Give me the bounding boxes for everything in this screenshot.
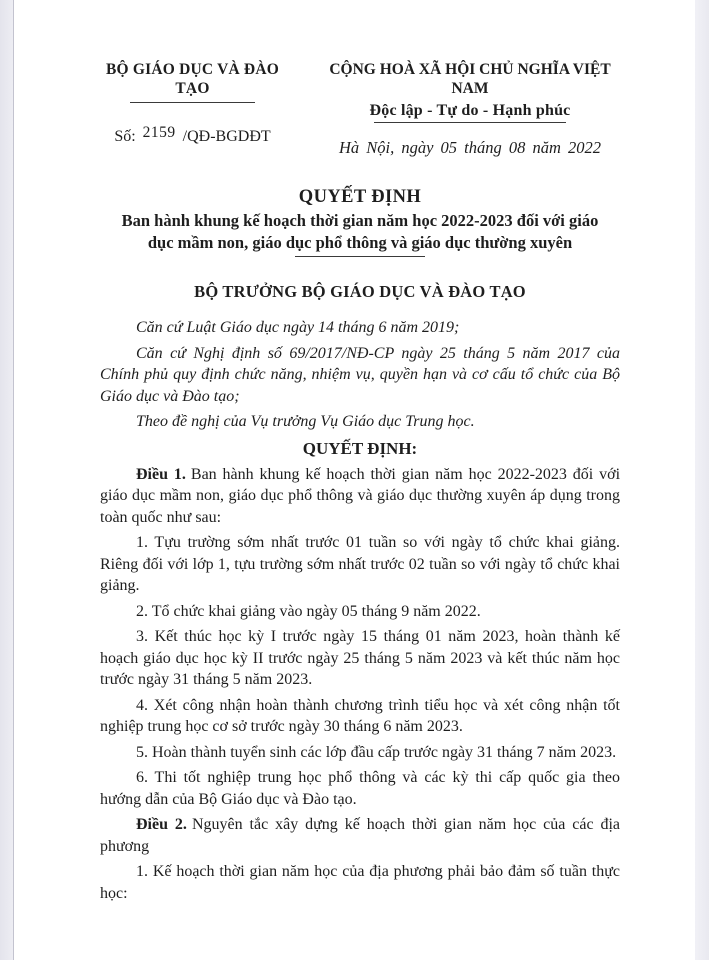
preamble-line: Theo đề nghị của Vụ trưởng Vụ Giáo dục Trung học. xyxy=(136,413,475,430)
article-2-section xyxy=(100,814,620,904)
document-title: QUYẾT ĐỊNH xyxy=(298,187,422,207)
header-right-column xyxy=(320,60,620,158)
issuing-org-name: BỘ GIÁO DỤC VÀ ĐÀO TẠO xyxy=(106,61,279,97)
document-subtitle: Ban hành khung kế hoạch thời gian năm học 2022-2023 đối với giáo dục mầm non, giáo dục phổ thông và giáo dục thường xuyên xyxy=(121,211,599,252)
article-2-item-1: 1. Kế hoạch thời gian năm học của địa phương phải bảo đảm số tuần thực học: xyxy=(100,863,620,902)
article-1-item-2: 2. Tổ chức khai giảng vào ngày 05 tháng 9 năm 2022. xyxy=(136,602,481,620)
article-2-intro xyxy=(100,814,620,857)
preamble-section xyxy=(100,317,620,433)
place-and-date: Hà Nội, ngày 05 tháng 08 năm 2022 xyxy=(338,138,602,157)
article-1-section xyxy=(100,464,620,811)
article-1-item-4: 4. Xét công nhận hoàn thành chương trình tiểu học và xét công nhận tốt nghiệp trung học cơ sở trước ngày 30 tháng 6 năm 2023. xyxy=(100,696,620,735)
article-2-text: Nguyên tắc xây dựng kế hoạch thời gian năm học của các địa phương xyxy=(100,816,621,855)
subtitle-underline xyxy=(295,256,425,257)
photo-edge-right xyxy=(694,0,709,960)
org-underline xyxy=(130,102,255,103)
document-number-suffix: /QĐ-BGDĐT xyxy=(182,128,271,145)
preamble-line: Căn cứ Nghị định số 69/2017/NĐ-CP ngày 25 tháng 5 năm 2017 của Chính phủ quy định chức năng, nhiệm vụ, quyền hạn và cơ cấu tổ chức của Bộ Giáo dục và Đào tạo; xyxy=(100,344,620,405)
national-motto: Độc lập - Tự do - Hạnh phúc xyxy=(369,102,571,119)
document-number-label: Số: xyxy=(114,128,136,145)
photo-edge-left xyxy=(0,0,14,960)
article-1-intro xyxy=(100,464,620,529)
article-1-text: Ban hành khung kế hoạch thời gian năm học 2022-2023 đối với giáo dục mầm non, giáo dục phổ thông và giáo dục thường xuyên áp dụng trong toàn quốc như sau: xyxy=(100,465,621,526)
article-1-label: Điều 1. xyxy=(136,465,186,483)
article-2-label: Điều 2. xyxy=(136,816,187,833)
issuer-heading: BỘ TRƯỞNG BỘ GIÁO DỤC VÀ ĐÀO TẠO xyxy=(194,282,526,301)
header-left-column xyxy=(100,60,285,146)
article-1-item-6: 6. Thi tốt nghiệp trung học phổ thông và các kỳ thi cấp quốc gia theo hướng dẫn của Bộ Giáo dục và Đào tạo. xyxy=(100,769,620,808)
document-number xyxy=(100,124,285,146)
motto-underline xyxy=(374,122,566,123)
decision-heading: QUYẾT ĐỊNH: xyxy=(302,438,418,458)
preamble-line: Căn cứ Luật Giáo dục ngày 14 tháng 6 năm 2019; xyxy=(136,319,460,336)
article-1-item-3: 3. Kết thúc học kỳ I trước ngày 15 tháng 01 năm 2023, hoàn thành kế hoạch giáo dục học kỳ II trước ngày 25 tháng 5 năm 2023 và kết thúc năm học trước ngày 31 tháng 5 năm 2023. xyxy=(100,628,620,688)
document-page xyxy=(14,0,695,960)
national-title: CỘNG HOÀ XÃ HỘI CHỦ NGHĨA VIỆT NAM xyxy=(329,61,611,97)
document-number-value: 2159 xyxy=(142,124,176,141)
article-1-item-5: 5. Hoàn thành tuyển sinh các lớp đầu cấp trước ngày 31 tháng 7 năm 2023. xyxy=(136,743,617,761)
document-header xyxy=(100,60,620,158)
article-1-item-1: 1. Tựu trường sớm nhất trước 01 tuần so với ngày tổ chức khai giảng. Riêng đối với lớp 1, tựu trường sớm nhất trước 02 tuần so với ngày tổ chức khai giảng. xyxy=(100,534,620,594)
